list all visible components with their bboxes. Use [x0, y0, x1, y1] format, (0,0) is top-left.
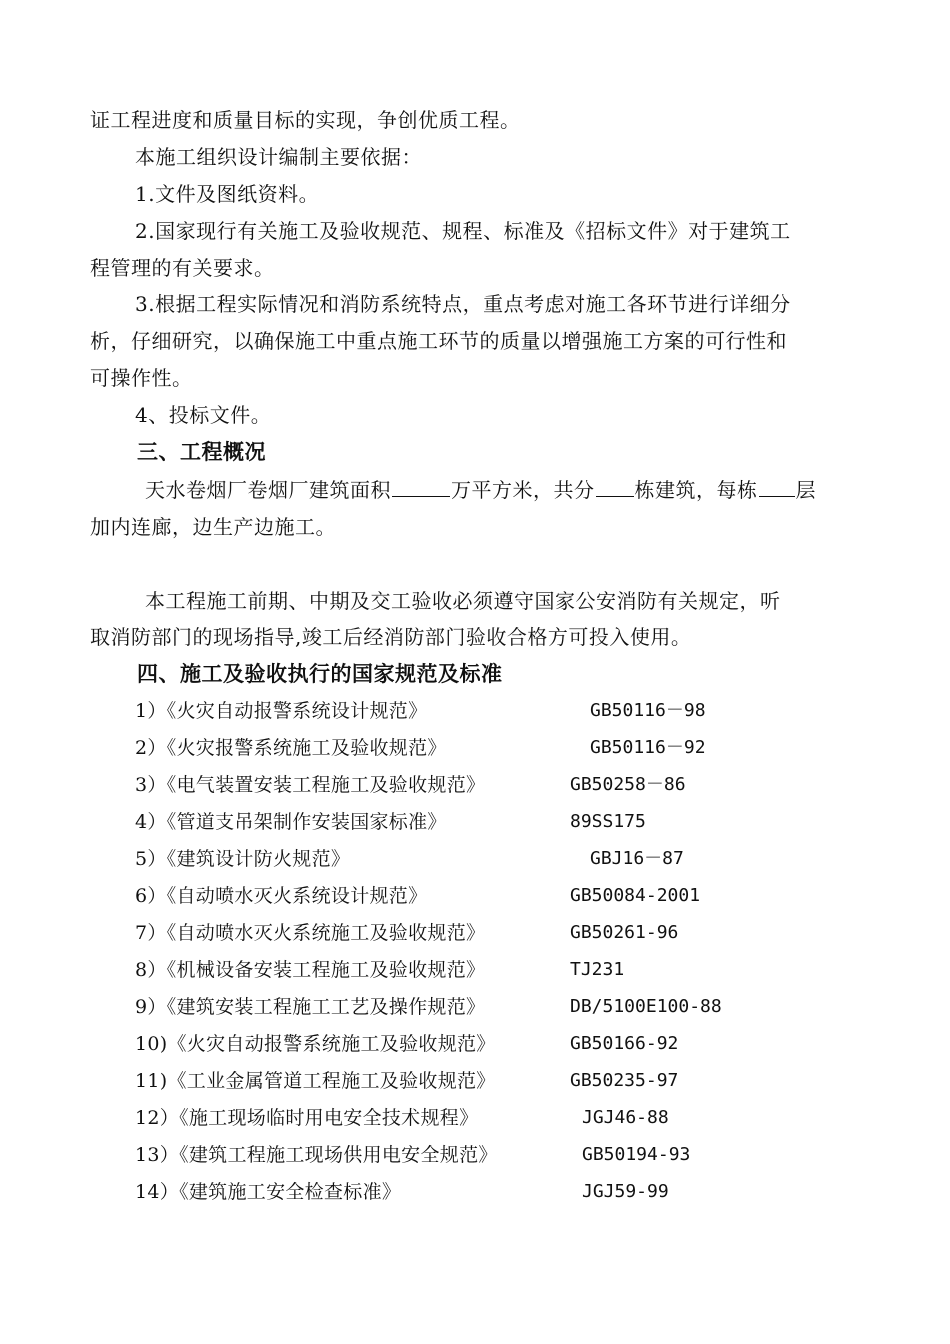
standard-code: GB50235-97: [570, 1070, 679, 1091]
paragraph-line: 1.文件及图纸资料。: [135, 182, 320, 206]
standard-row: [135, 1178, 775, 1206]
paragraph-line: 取消防部门的现场指导,竣工后经消防部门验收合格方可投入使用。: [90, 625, 692, 649]
standard-title: 1）《火灾自动报警系统设计规范》: [135, 700, 428, 722]
standard-title: 5）《建筑设计防火规范》: [135, 848, 351, 870]
standard-title: 8）《机械设备安装工程施工及验收规范》: [135, 959, 486, 981]
standard-row: [135, 1030, 775, 1058]
standard-code: GB50084-2001: [570, 885, 701, 906]
standard-row: [135, 697, 775, 725]
standard-title: 7）《自动喷水灭火系统施工及验收规范》: [135, 922, 486, 944]
standard-title: 2）《火灾报警系统施工及验收规范》: [135, 737, 447, 759]
standard-code: 89SS175: [570, 811, 646, 832]
standard-title: 4）《管道支吊架制作安装国家标准》: [135, 811, 447, 833]
paragraph-line: 3.根据工程实际情况和消防系统特点，重点考虑对施工各环节进行详细分: [135, 292, 791, 316]
standard-title: 3）《电气装置安装工程施工及验收规范》: [135, 774, 486, 796]
standard-code: GBJ16－87: [590, 848, 684, 869]
standard-row: [135, 882, 775, 910]
standard-code: GB50258－86: [570, 774, 686, 795]
standard-code: TJ231: [570, 959, 625, 980]
standard-title: 12）《施工现场临时用电安全技术规程》: [135, 1107, 479, 1129]
standard-row: [135, 771, 775, 799]
overview-text: 天水卷烟厂卷烟厂建筑面积: [145, 478, 391, 502]
overview-text: 万平方米，共分: [451, 478, 595, 502]
paragraph-line: 证工程进度和质量目标的实现，争创优质工程。: [90, 108, 521, 132]
standard-title: 14）《建筑施工安全检查标准》: [135, 1181, 402, 1203]
paragraph-line: 可操作性。: [90, 366, 193, 390]
standard-title: 10)《火灾自动报警系统施工及验收规范》: [135, 1033, 496, 1055]
standard-row: [135, 845, 775, 873]
blank-building-count-field: [596, 476, 634, 497]
standard-code: GB50116－98: [590, 700, 706, 721]
standard-code: GB50194-93: [582, 1144, 691, 1165]
overview-text: 层: [795, 478, 816, 502]
standard-row: [135, 1141, 775, 1169]
standard-title: 9）《建筑安装工程施工工艺及操作规范》: [135, 996, 486, 1018]
standard-row: [135, 1067, 775, 1095]
standard-row: [135, 956, 775, 984]
paragraph-line: 4、投标文件。: [135, 403, 272, 427]
paragraph-line: 析，仔细研究，以确保施工中重点施工环节的质量以增强施工方案的可行性和: [90, 329, 787, 353]
standard-row: [135, 993, 775, 1021]
paragraph-line: 本工程施工前期、中期及交工验收必须遵守国家公安消防有关规定，听: [145, 589, 781, 613]
paragraph-line: 程管理的有关要求。: [90, 256, 275, 280]
standard-title: 6）《自动喷水灭火系统设计规范》: [135, 885, 428, 907]
section-heading: 三、工程概况: [137, 440, 266, 464]
standard-row: [135, 734, 775, 762]
paragraph-line: 本施工组织设计编制主要依据：: [135, 145, 422, 169]
project-overview-line: [145, 476, 816, 504]
standard-title: 11)《工业金属管道工程施工及验收规范》: [135, 1070, 496, 1092]
standard-row: [135, 919, 775, 947]
paragraph-line: 加内连廊，边生产边施工。: [90, 515, 336, 539]
standard-code: GB50116－92: [590, 737, 706, 758]
standard-code: DB/5100E100-88: [570, 996, 722, 1017]
standard-code: JGJ46-88: [582, 1107, 669, 1128]
standard-code: JGJ59-99: [582, 1181, 669, 1202]
section-heading: 四、施工及验收执行的国家规范及标准: [137, 662, 503, 686]
standard-code: GB50261-96: [570, 922, 679, 943]
standard-code: GB50166-92: [570, 1033, 679, 1054]
overview-text: 栋建筑，每栋: [634, 478, 758, 502]
standard-title: 13）《建筑工程施工现场供用电安全规范》: [135, 1144, 498, 1166]
blank-floor-count-field: [759, 476, 795, 497]
standard-row: [135, 1104, 775, 1132]
paragraph-line: 2.国家现行有关施工及验收规范、规程、标准及《招标文件》对于建筑工: [135, 219, 791, 243]
standard-row: [135, 808, 775, 836]
blank-area-field: [392, 476, 450, 497]
